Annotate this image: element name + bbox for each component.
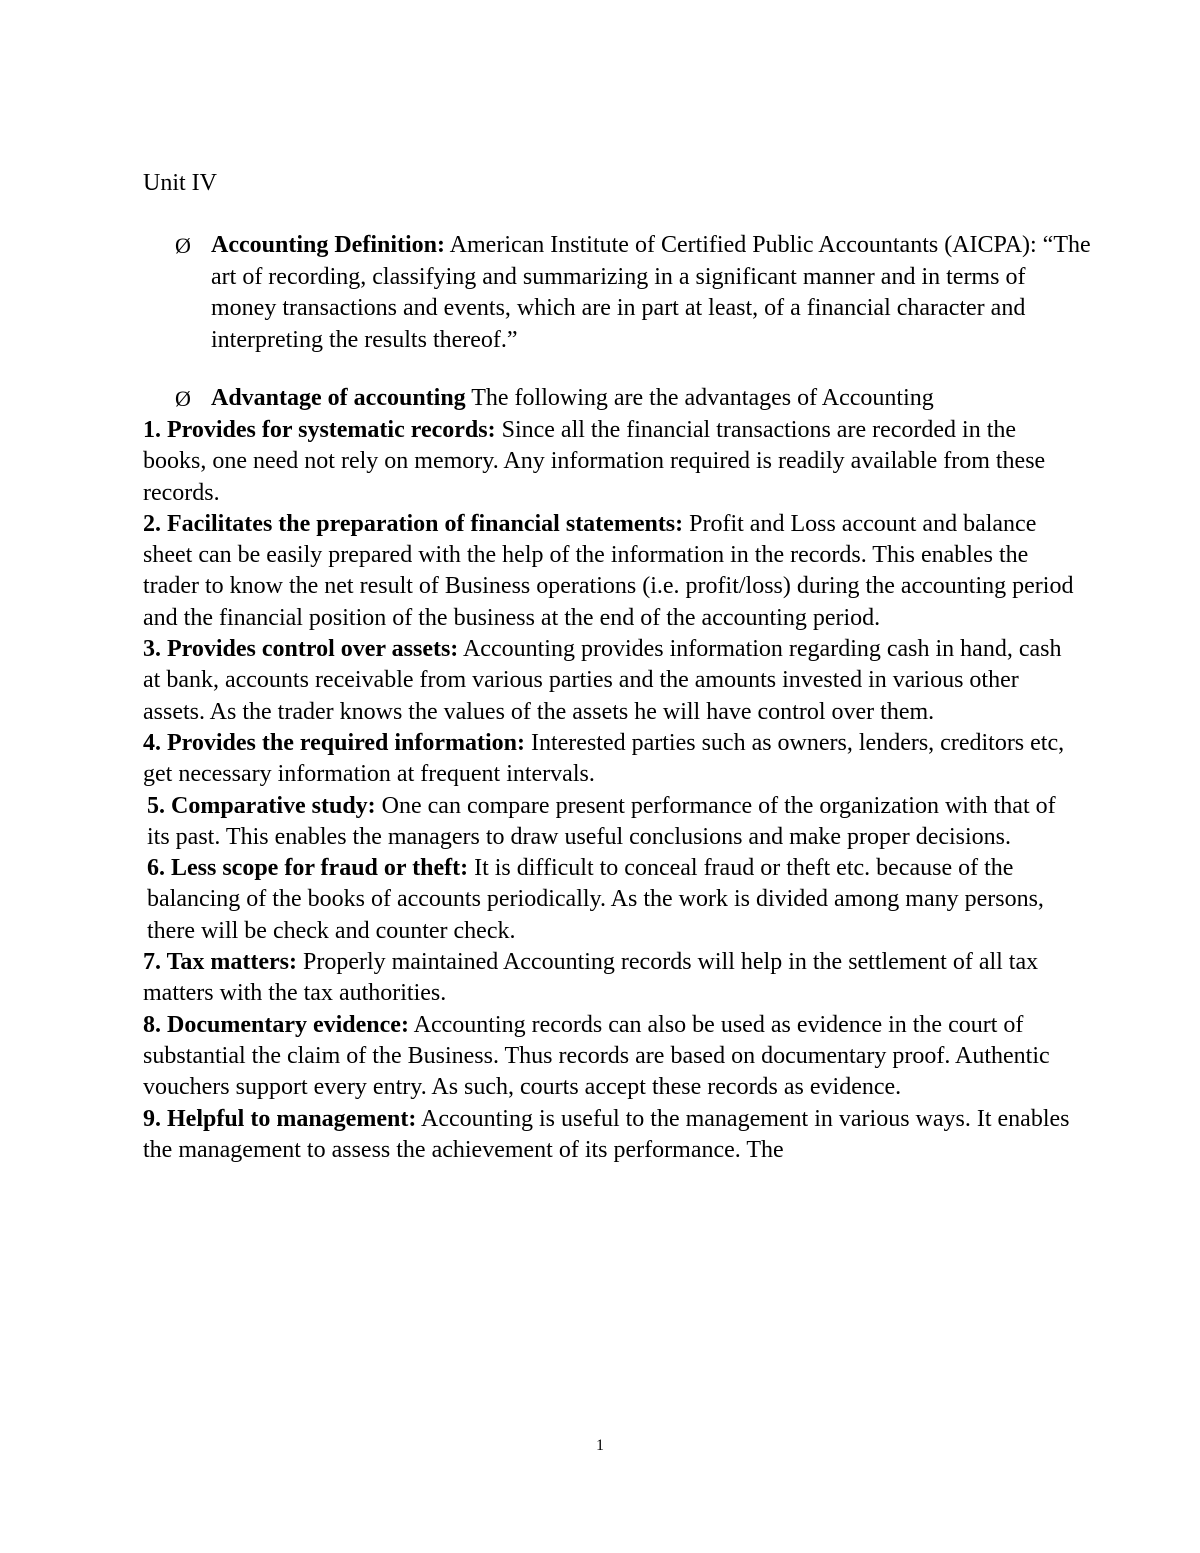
advantage-text: Interested parties such as owners, lenders, creditors etc, get necessary information at frequent intervals.: [143, 729, 1065, 788]
advantage-text: Properly maintained Accounting records will help in the settlement of all tax matters with the tax authorities.: [143, 949, 1039, 1007]
advantage-item: [143, 1010, 1083, 1104]
advantage-item: [143, 509, 1083, 634]
advantage-text: Profit and Loss account and balance sheet can be easily prepared with the help of the information in the records. This enables the trader to know the net result of Business operations (i.e. profit/loss) during the accounting period and the financial position of the business at the end of the accounting period.: [143, 510, 1074, 631]
advantages-bullet-item: [175, 383, 1111, 415]
advantage-item: [143, 415, 1083, 509]
page-number: 1: [596, 1437, 604, 1454]
advantage-item: [143, 853, 1083, 947]
advantage-item: [143, 947, 1083, 1010]
advantage-text: Accounting records can also be used as evidence in the court of substantial the claim of the Business. Thus records are based on documentary proof. Authentic vouchers support every entry. As such, courts accept these records as evidence.: [143, 1011, 1050, 1101]
advantage-text: One can compare present performance of the organization with that of its past. This enables the managers to draw useful conclusions and make proper decisions.: [147, 792, 1056, 850]
advantage-text: Accounting provides information regarding cash in hand, cash at bank, accounts receivable from various parties and the amounts invested in various other assets. As the trader knows the values of the assets he will have control over them.: [143, 636, 1062, 725]
advantage-item: [143, 791, 1083, 854]
advantage-heading: 5. Comparative study:: [147, 792, 376, 819]
advantage-heading: 9. Helpful to management:: [143, 1105, 417, 1132]
advantage-heading: 2. Facilitates the preparation of financial statements:: [143, 510, 684, 537]
unit-title: Unit IV: [143, 170, 217, 196]
advantage-heading: 4. Provides the required information:: [143, 729, 525, 756]
advantage-item: [143, 728, 1083, 791]
advantage-heading: 8. Documentary evidence:: [143, 1011, 409, 1038]
advantage-heading: 1. Provides for systematic records:: [143, 417, 496, 443]
advantage-item: [143, 1104, 1083, 1167]
arrow-bullet-icon: Ø: [175, 233, 191, 258]
advantage-text: It is difficult to conceal fraud or theft etc. because of the balancing of the books of accounts periodically. As the work is divided among many persons, there will be check and counter check.: [147, 855, 1044, 944]
advantage-heading: 3. Provides control over assets:: [143, 636, 459, 663]
advantage-heading: 6. Less scope for fraud or theft:: [147, 855, 469, 882]
advantage-text: Accounting is useful to the management in various ways. It enables the management to assess the achievement of its performance. The: [143, 1105, 1070, 1163]
advantage-item: [143, 634, 1083, 728]
advantages-list: [143, 415, 1083, 1166]
definition-bullet-item: [175, 230, 1091, 356]
definition-text: American Institute of Certified Public Accountants (AICPA): “The art of recording, classifying and summarizing in a significant manner and in terms of money transactions and events, which are in part at least, of a financial character and interpreting the results thereof.”: [211, 232, 1091, 353]
advantage-heading: 7. Tax matters:: [143, 949, 297, 976]
advantages-intro-text: The following are the advantages of Accounting: [465, 385, 934, 411]
advantages-heading: Advantage of accounting: [211, 385, 466, 411]
advantage-text: Since all the financial transactions are recorded in the books, one need not rely on memory. Any information required is readily available from these records.: [143, 417, 1046, 506]
definition-heading: Accounting Definition:: [211, 232, 445, 258]
arrow-bullet-icon: Ø: [175, 386, 191, 411]
